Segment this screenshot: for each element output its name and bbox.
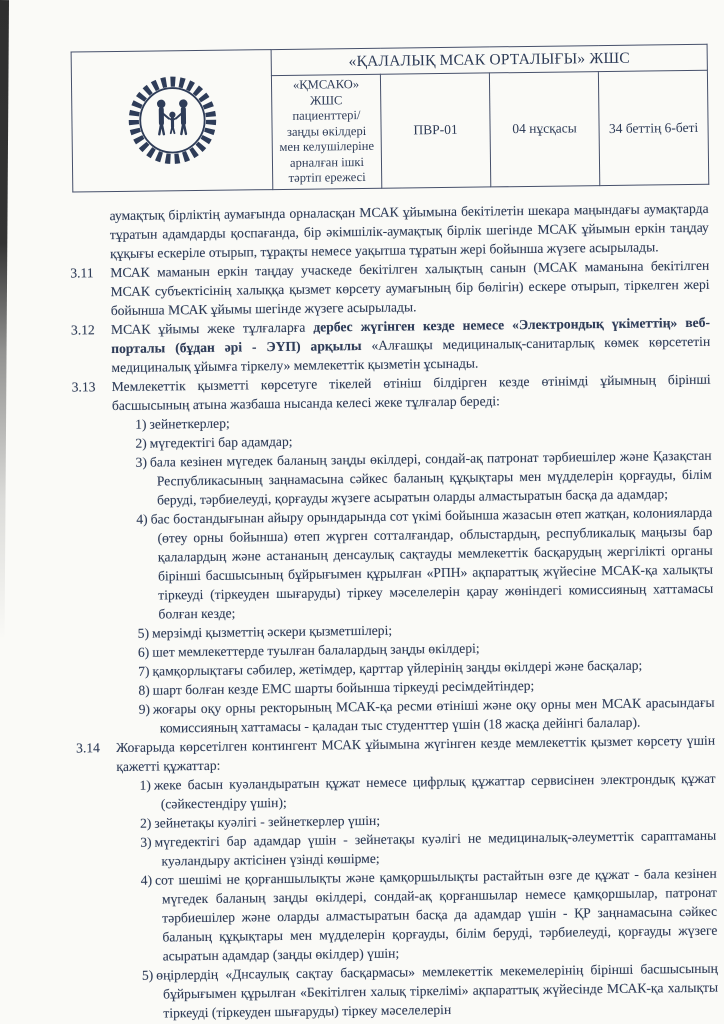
text-run: зейнеткерлер; — [149, 415, 230, 432]
item-number: 5) — [137, 625, 150, 641]
item-number: 3.13 — [71, 378, 96, 395]
text-run: жеке басын куәландыратын құжат немесе цифрлық құжаттар сервисінен электрондық құжат (сәйкестендіру үшін); — [153, 770, 716, 811]
item-number: 1) — [139, 777, 151, 793]
doc-code: ПВР-01 — [380, 73, 490, 188]
item-number: 6) — [137, 644, 150, 660]
text-run: МСАК маманын еркін таңдау учаскеде бекітілген халықтың санын (МСАК маманына бекітілген МСАК субъектісінің халыққа қызмет көрсету аумағының бір бөлігін) ескере отырып, тіркелген жері бойынша МСАК ұйымы шегінде жүзеге асырылады. — [110, 257, 710, 318]
item-number: 3.11 — [70, 264, 94, 281]
bold-text-run: дербес жүгінген кезде немесе «Электрондық үкіметтің» веб-порталы (бұдан әрі - ЭҮП) арқылы — [111, 314, 711, 356]
paragraph — [109, 198, 709, 262]
item-number: 4) — [136, 511, 148, 527]
doc-title: «ҚМСАКО» ЖШС пациенттері/заңды өкілдері мен келушілеріне арналған ішкі тәртіп ережесі — [271, 74, 381, 189]
item-number: 2) — [139, 815, 152, 831]
page-count: 34 беттің 6-беті — [598, 70, 708, 185]
item-number: 1) — [135, 416, 147, 432]
text-run: сот шешімі не қорғаншылықты және қамқоршылықты растайтын өзге де құжат - бала кезінен мүгедек баланың заңды өкілдері, сондай-ақ қорғаншылар немесе қамқоршылар, патронат тәрбиешілер және оларды алмастыратын басқа да адамдар үшін - ҚР заңнамасына сәйкес баланың құқықтары мен мүдделерін қорғауды, білім беруді, тәрбиелеуді, қорғауды жүзеге асыратын адамдар (заңды өкілдер) үшін; — [154, 865, 718, 963]
section-paragraph — [70, 255, 710, 319]
text-run: шет мемлекеттерде туылған балалардың заңды өкілдері; — [152, 640, 480, 660]
item-number: 5) — [141, 967, 154, 983]
text-run: қамқорлықтағы сәбилер, жетімдер, қарттар үйлерінің заңды өкілдері және басқалар; — [152, 657, 643, 679]
text-run: шарт болған кезде ЕМС шарты бойынша тіркеуді ресімдейтіндер; — [152, 677, 535, 698]
text-run: бала кезінен мүгедек баланың заңды өкілдері, сондай-ақ патронат тәрбиешілер және Қазақстан Республикасының заңнамасына сәйкес баланың құқықтары мен мүдделерін қорғауды, білім беруді, тәрбиелеуді, қорғауды жүзеге асыратын оларды алмастыратын басқа да адамдар; — [149, 447, 712, 508]
family-emblem-icon — [125, 74, 218, 167]
text-run: МСАК ұйымы жеке тұлғаларға — [110, 319, 314, 337]
list-item — [113, 445, 713, 509]
section-paragraph — [76, 730, 716, 775]
section-paragraph — [70, 312, 711, 376]
org-title: «ҚАЛАЛЫҚ МСАК ОРТАЛЫҒЫ» ЖШС — [271, 44, 707, 75]
text-run: жоғары оқу орны ректорының МСАК-қа ресми өтініші және оқу орны мен МСАК арасындағы комиссияның хаттамасы - қаладан тыс студенттер үшін (18 жасқа дейінгі балалар). — [152, 694, 715, 735]
text-run: «Алғашқы медициналық-санитарлық көмек көрсететін медициналық ұйымға тіркелу» мемлекеттік қызметін ұсынады. — [111, 333, 711, 375]
list-item — [119, 958, 719, 1022]
item-number: 3.14 — [76, 739, 100, 756]
doc-version: 04 нұсқасы — [489, 72, 599, 187]
item-number: 8) — [138, 682, 150, 698]
item-number: 2) — [135, 435, 147, 451]
list-item — [113, 502, 713, 623]
item-number: 4) — [140, 872, 153, 888]
text-run: мерзімді қызметтің әскери қызметшілері; — [151, 622, 393, 641]
section-paragraph — [71, 369, 711, 414]
item-number: 3.12 — [70, 321, 95, 338]
text-run: мүгедектігі бар адамдар үшін - зейнетақы куәлігі не медициналық-әлеуметтік сараптаманы куәландыру актісінен үзінді көшірме; — [154, 827, 717, 868]
text-run: Жоғарыда көрсетілген контингент МСАК ұйымына жүгінген кезде мемлекеттік қызмет көрсету үшін қажетті құжаттар: — [116, 732, 716, 774]
item-number: 7) — [138, 663, 150, 679]
item-number: 3) — [135, 454, 148, 470]
text-run: Мемлекеттік қызметті көрсетуге тікелей өтініш білдірген кезде өтінімді ұйымның бірінші басшысының атына жазбаша нысанда келесі жеке тұлғалар береді: — [111, 371, 711, 413]
text-run: өңірлердің «Днсаулық сақтау басқармасы» мемлекеттік мекемелерінің бірінші басшысының бұйрығымен құрылған «Бекітілген халық тіркелімі» ақпараттық жүйесінде МСАК-қа халықты тіркеуді (тіркеуден шығаруды) тіркеу мәселелерін — [156, 960, 719, 1020]
text-run: аумақтық бірліктің аумағында орналасқан МСАК ұйымына бекітілетін шекара маңындағы аумақтарда тұратын адамдарды қоспағанда, бір әкімшілік-аумақтық бірлік шегінде МСАК ұйымын еркін таңдау құқығы ескеріле отырып, тұрақты немесе уақытша тұратын жері бойынша жүзеге асырылады. — [109, 200, 709, 261]
logo-cell — [71, 50, 273, 192]
document-body — [70, 198, 719, 1022]
header-table — [71, 44, 710, 192]
list-item — [118, 863, 718, 965]
item-number: 3) — [140, 834, 152, 850]
item-number: 9) — [138, 701, 151, 717]
text-run: мүгедектігі бар адамдар; — [149, 433, 293, 451]
text-run: бас бостандығынан айыру орындарында сот үкімі бойынша жазасын өтеп жатқан, колонияларда (өтеу орны бойынша) өтеп жүрген сотталғандар, облыстардың, республикалық маңызы бар қалалардың және астананың денсаулық сақтауды мемлекеттік басқарудың жергілікті органы бірінші басшысының бұйрығымен құрылған «РПН» ақпараттық жүйесіне МСАК-қа халықты тіркеуді (тіркеуден шығаруды) тіркеу мәселелерін қарау жөніндегі комиссияның хаттамасы болған кезде; — [150, 504, 714, 622]
text-run: зейнетақы куәлігі - зейнеткерлер үшін; — [154, 812, 381, 831]
